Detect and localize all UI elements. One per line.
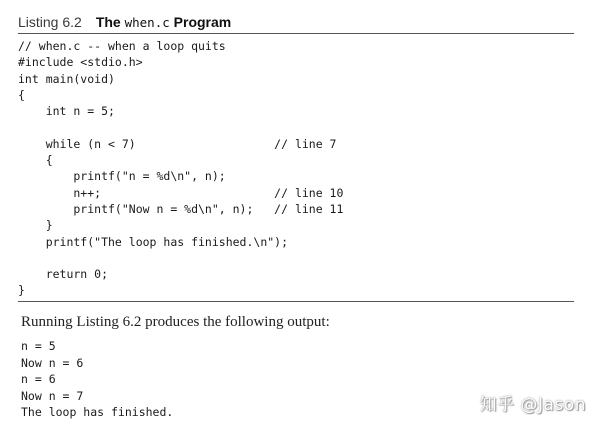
- code-line: [18, 119, 343, 135]
- output-line: Now n = 7: [21, 388, 84, 403]
- output-line: n = 6: [21, 372, 56, 386]
- code-line: while (n < 7) // line 7: [18, 136, 337, 151]
- code-line: return 0;: [18, 267, 109, 282]
- code-line: [18, 250, 343, 266]
- watermark: 知乎 @Jason: [479, 395, 586, 415]
- code-line: }: [18, 283, 25, 298]
- code-line: printf("n = %d\n", n);: [18, 169, 226, 184]
- listing-title-code: when.c: [124, 15, 170, 30]
- listing-title: [96, 14, 231, 30]
- top-rule: [18, 33, 574, 34]
- code-line: n++; // line 10: [18, 185, 344, 200]
- code-line: }: [18, 218, 53, 233]
- output-intro-text: Running Listing 6.2 produces the following output:: [21, 314, 330, 330]
- code-line: printf("The loop has finished.\n");: [18, 234, 289, 249]
- code-line: int n = 5;: [18, 104, 115, 119]
- code-line: // when.c -- when a loop quits: [18, 39, 226, 53]
- code-listing: [18, 38, 343, 299]
- listing-number: Listing 6.2: [18, 14, 82, 30]
- listing-title-suffix: Program: [173, 14, 232, 30]
- listing-title-prefix: The: [95, 14, 121, 30]
- bottom-rule: [18, 301, 574, 302]
- output-line: n = 5: [21, 339, 56, 353]
- code-line: {: [18, 153, 53, 168]
- program-output: [21, 338, 173, 421]
- code-line: int main(void): [18, 71, 115, 86]
- output-line: Now n = 6: [21, 355, 84, 370]
- code-line: #include <stdio.h>: [18, 55, 143, 70]
- code-line: {: [18, 87, 25, 102]
- code-line: printf("Now n = %d\n", n); // line 11: [18, 201, 344, 216]
- output-line: The loop has finished.: [21, 405, 174, 419]
- listing-header: [18, 12, 584, 32]
